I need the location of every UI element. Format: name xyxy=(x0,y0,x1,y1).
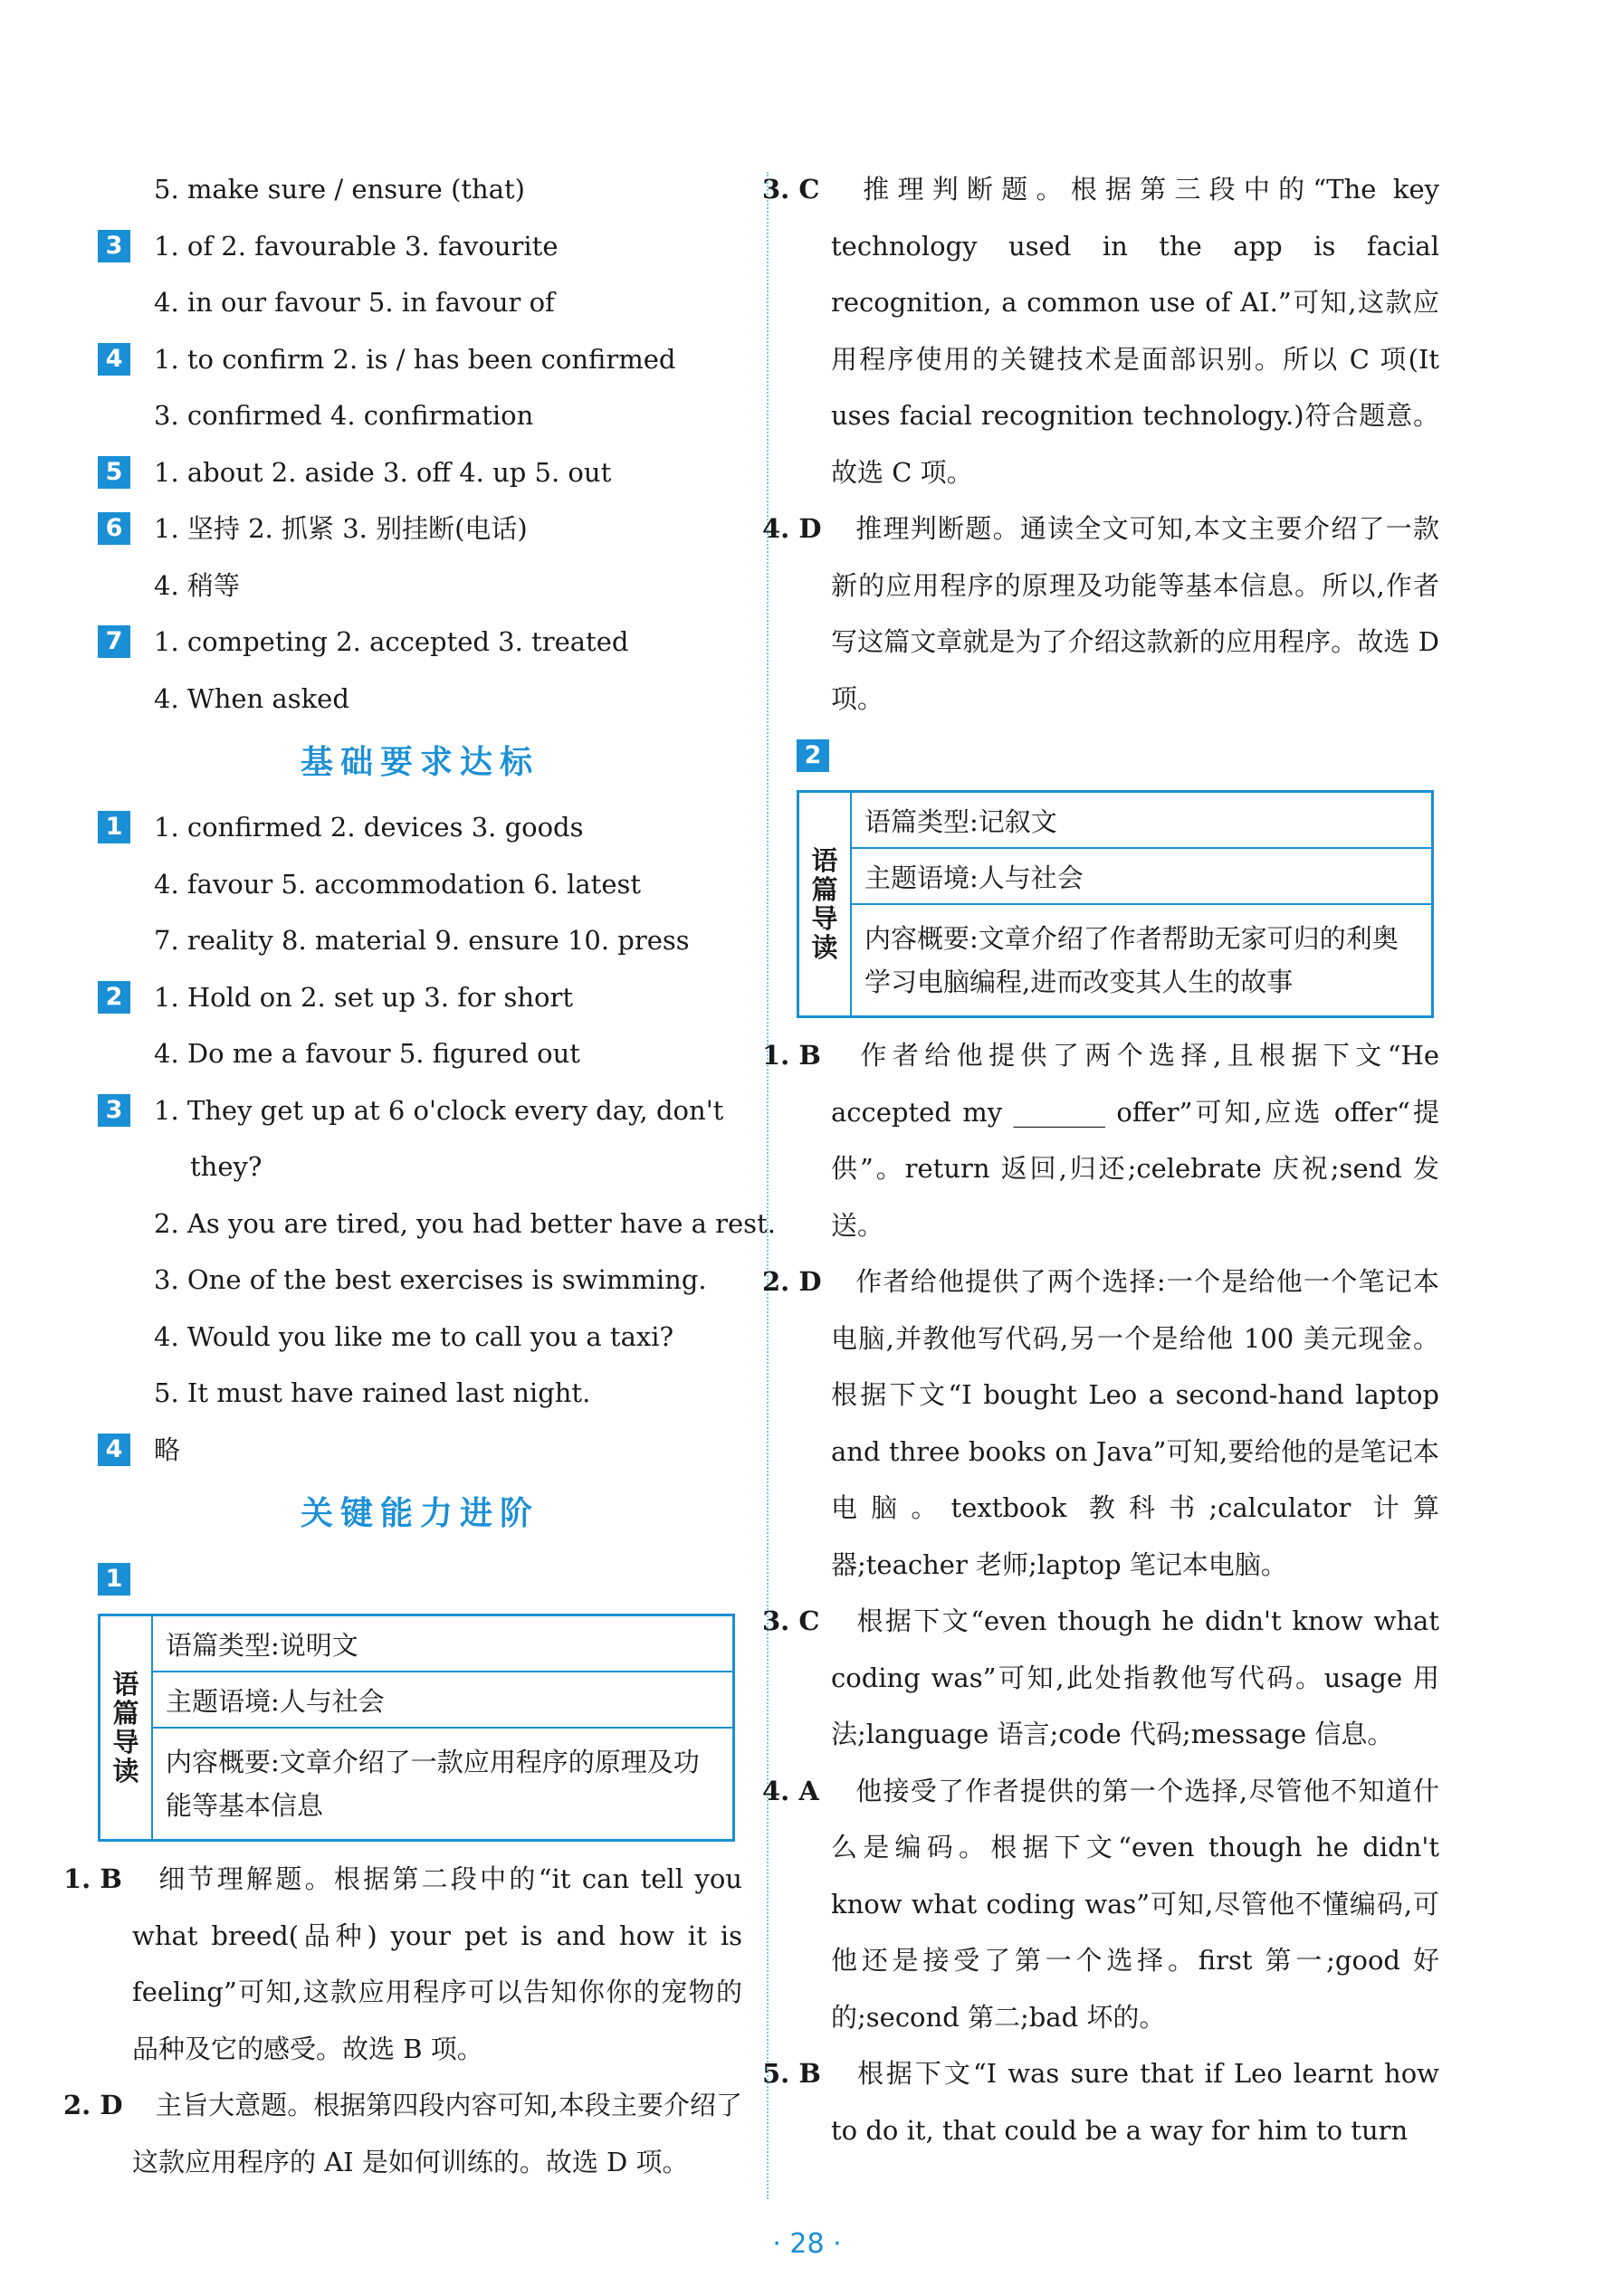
answer-label: 2. D xyxy=(762,1266,822,1297)
answer-line: 1. Hold on 2. set up 3. for short xyxy=(154,981,574,1013)
answer-line: 3. confirmed 4. confirmation xyxy=(154,400,534,431)
answer-explanation xyxy=(762,1593,1439,1763)
answer-label: 3. C xyxy=(762,174,820,205)
answer-line: 5. make sure / ensure (that) xyxy=(154,174,525,205)
exercise-badge: 1 xyxy=(98,811,130,843)
reading-guide-table xyxy=(98,1614,735,1842)
answer-text: 推理判断题。通读全文可知,本文主要介绍了一款新的应用程序的原理及功能等基本信息。所以,作者写这篇文章就是为了介绍这款新的应用程序。故选 D 项。 xyxy=(831,513,1439,714)
left-column xyxy=(63,161,776,2190)
guide-label: 语篇导读 xyxy=(799,793,852,1015)
guide-theme: 主题语境:人与社会 xyxy=(153,1672,732,1729)
answer-text: 根据下文“even though he didn't know what coding was”可知,此处指教他写代码。usage 用法;language 语言;code 代码;message 信息。 xyxy=(831,1605,1439,1749)
answer-explanation xyxy=(63,2077,742,2190)
answer-text: 作者给他提供了两个选择:一个是给他一个笔记本电脑,并教他写代码,另一个是给他 100 美元现金。根据下文“I bought Leo a second-hand laptop and three books on Java”可知,要给他的是笔记本电脑。textbook 教科书;calculator 计算器;teacher 老师;laptop 笔记本电脑。 xyxy=(831,1266,1439,1580)
answer-line: 5. It must have rained last night. xyxy=(154,1377,591,1408)
answer-label: 1. B xyxy=(762,1040,821,1071)
answer-line: 略 xyxy=(154,1434,181,1465)
answer-explanation xyxy=(762,1027,1439,1253)
answer-line: 4. in our favour 5. in favour of xyxy=(154,287,555,318)
answer-line: 4. Would you like me to call you a taxi? xyxy=(154,1320,674,1352)
right-column xyxy=(762,161,1439,2158)
answer-label: 5. B xyxy=(762,2058,821,2089)
advanced-exercise-2 xyxy=(797,727,1439,785)
answer-explanation xyxy=(762,500,1439,727)
answer-text: 他接受了作者提供的第一个选择,尽管他不知道什么是编码。根据下文“even though he didn't know what coding was”可知,尽管他不懂编码,可他还是接受了第一个选择。first 第一;good 好的;second 第二;bad 坏的。 xyxy=(831,1775,1439,2033)
answer-line: 4. 稍等 xyxy=(154,569,240,601)
answer-line: 1. to confirm 2. is / has been confirmed xyxy=(154,343,676,375)
answer-text: 推理判断题。根据第三段中的“The key technology used in the app is facial recognition, a common use of AI.”可知,这款应用程序使用的关键技术是面部识别。所以 C 项(It uses facial recognition technology.)符合题意。故选 C 项。 xyxy=(831,174,1439,488)
exercise-6 xyxy=(98,500,742,557)
answer-line: 7. reality 8. material 9. ensure 10. press xyxy=(154,925,690,956)
answer-label: 3. C xyxy=(762,1605,820,1636)
exercise-4 xyxy=(98,331,742,388)
basic-exercise-3 xyxy=(98,1082,742,1139)
answer-label: 1. B xyxy=(63,1863,122,1894)
basic-exercise-2 xyxy=(98,969,742,1026)
answer-line: 1. They get up at 6 o'clock every day, don't xyxy=(154,1094,724,1126)
exercise-badge: 2 xyxy=(98,981,130,1014)
guide-type: 语篇类型:说明文 xyxy=(153,1616,732,1672)
answer-explanation xyxy=(762,2045,1439,2158)
guide-label: 语篇导读 xyxy=(100,1616,153,1839)
basic-exercise-1 xyxy=(98,799,742,856)
exercise-badge: 1 xyxy=(98,1563,130,1596)
answer-line: 4. Do me a favour 5. figured out xyxy=(154,1038,580,1069)
answer-line: 1. about 2. aside 3. off 4. up 5. out xyxy=(154,456,612,488)
answer-explanation xyxy=(762,1253,1439,1593)
answer-line: 1. competing 2. accepted 3. treated xyxy=(154,626,629,657)
answer-text: 作者给他提供了两个选择,且根据下文“He accepted my _______ offer”可知,应选 offer“提供”。return 返回,归还;celebrate 庆祝;send 发送。 xyxy=(831,1040,1439,1241)
answer-label: 4. A xyxy=(762,1775,819,1806)
answer-label: 4. D xyxy=(762,513,822,544)
exercise-badge: 7 xyxy=(98,625,130,658)
answer-label: 2. D xyxy=(63,2090,123,2120)
exercise-badge: 3 xyxy=(98,1094,130,1127)
answer-explanation xyxy=(762,1763,1439,2046)
answer-line: 1. of 2. favourable 3. favourite xyxy=(154,230,559,262)
answer-line: 4. favour 5. accommodation 6. latest xyxy=(154,868,642,900)
exercise-badge: 3 xyxy=(98,230,130,262)
basic-exercise-4 xyxy=(98,1422,742,1479)
answer-line: they? xyxy=(190,1151,263,1182)
answer-explanation xyxy=(762,161,1439,500)
exercise-badge: 5 xyxy=(98,456,130,489)
answer-line: 1. 坚持 2. 抓紧 3. 别挂断(电话) xyxy=(154,513,528,544)
page-number: · 28 · xyxy=(772,2228,842,2260)
advanced-exercise-1 xyxy=(98,1550,742,1608)
answer-text: 主旨大意题。根据第四段内容可知,本段主要介绍了这款应用程序的 AI 是如何训练的。故选 D 项。 xyxy=(132,2090,742,2177)
exercise-badge: 6 xyxy=(98,512,130,545)
reading-guide-table xyxy=(797,790,1434,1018)
answer-line: 2. As you are tired, you had better have a rest. xyxy=(154,1207,776,1239)
answer-text: 根据下文“I was sure that if Leo learnt how to do it, that could be a way for him to turn xyxy=(831,2058,1439,2146)
section-title-basic: 基础要求达标 xyxy=(300,744,540,781)
column-divider xyxy=(767,172,769,2199)
exercise-3 xyxy=(98,218,742,275)
answer-line: 1. confirmed 2. devices 3. goods xyxy=(154,812,584,843)
exercise-badge: 4 xyxy=(98,1434,130,1466)
guide-summary: 内容概要:文章介绍了一款应用程序的原理及功能等基本信息 xyxy=(166,1747,700,1821)
answer-explanation xyxy=(63,1851,742,2077)
exercise-badge: 4 xyxy=(98,343,130,376)
guide-theme: 主题语境:人与社会 xyxy=(852,849,1431,905)
guide-summary: 内容概要:文章介绍了作者帮助无家可归的利奥学习电脑编程,进而改变其人生的故事 xyxy=(864,923,1399,997)
answer-line: 4. When asked xyxy=(154,682,349,714)
guide-type: 语篇类型:记叙文 xyxy=(852,793,1431,849)
exercise-badge: 2 xyxy=(797,739,829,772)
exercise-7 xyxy=(98,614,742,671)
section-title-advanced: 关键能力进阶 xyxy=(300,1495,540,1532)
answer-text: 细节理解题。根据第二段中的“it can tell you what breed(品种) your pet is and how it is feeling”可知,这款应用程序可以告知你你的宠物的品种及它的感受。故选 B 项。 xyxy=(132,1863,742,2064)
answer-line: 3. One of the best exercises is swimming. xyxy=(154,1264,707,1295)
exercise-5 xyxy=(98,444,742,501)
